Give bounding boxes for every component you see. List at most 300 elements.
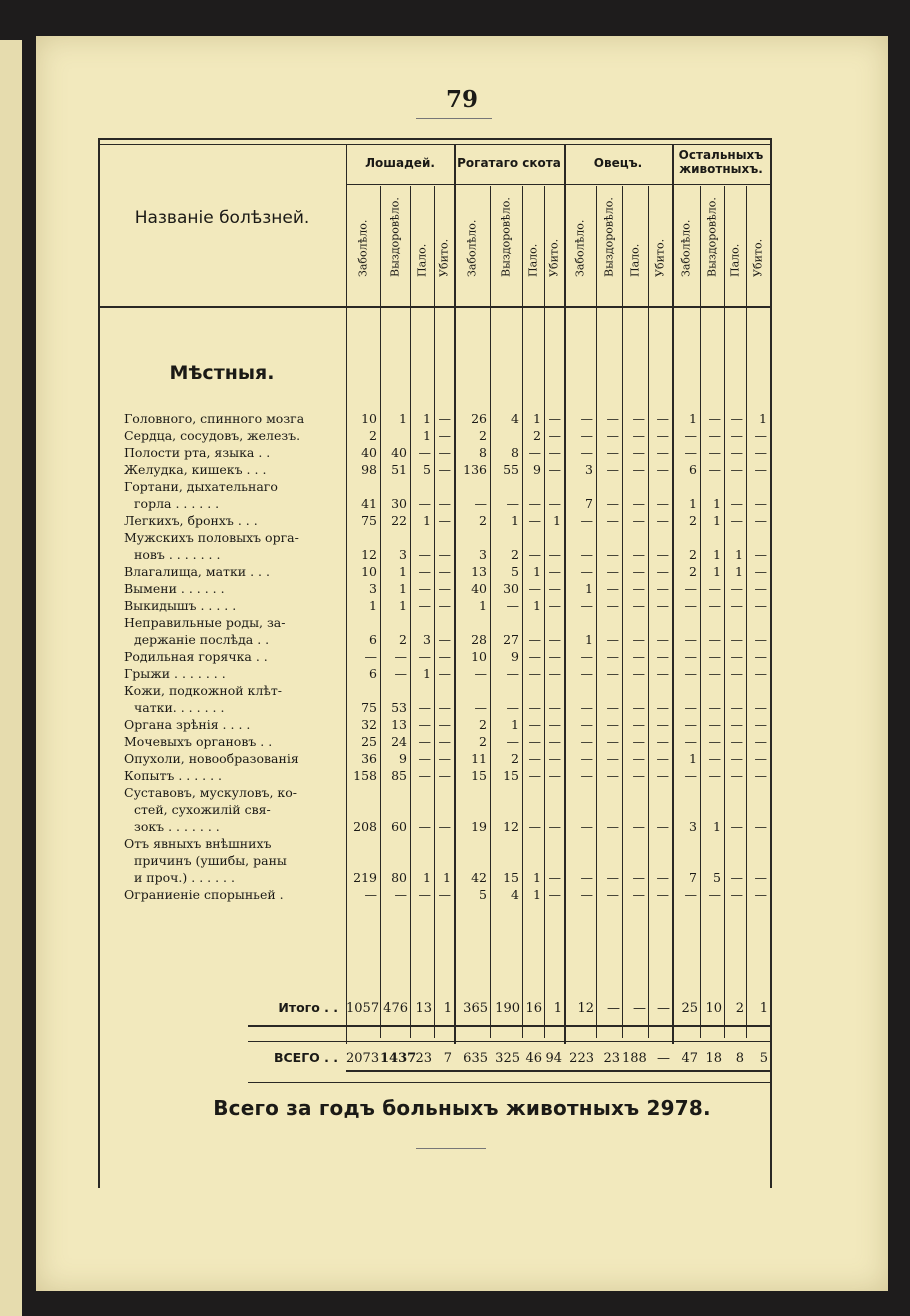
table-cell: 1 [713,496,721,511]
table-cell: 15 [503,870,519,885]
table-cell: 75 [361,700,377,715]
table-cell: 25 [361,734,377,749]
disease-name [124,648,344,665]
table-cell: — [656,887,669,902]
table-cell: — [528,768,541,783]
disease-name-line: Сердца, сосудовъ, железъ. [124,428,301,443]
table-cell: 28 [471,632,487,647]
table-cell: — [506,496,519,511]
table-cell: — [418,564,431,579]
sub-header-label: Заболѣло. [465,219,479,277]
table-cell: — [754,581,767,596]
table-row [98,427,778,444]
disease-name [124,682,344,716]
disease-name-line: Мужскихъ половыхъ орга- [124,530,299,545]
table-cell: — [708,887,721,902]
sub-header [454,190,490,290]
row-rule [98,144,770,145]
table-cell: — [606,649,619,664]
table-cell: — [394,649,407,664]
table-cell: 24 [391,734,407,749]
table-cell: 2 [479,717,487,732]
table-cell: — [580,887,593,902]
itogo-cell: 365 [463,1001,488,1016]
table-cell: — [606,496,619,511]
table-cell: 1 [423,513,431,528]
table-cell: 136 [463,462,487,477]
table-cell: — [730,717,743,732]
table-cell: 219 [353,870,377,885]
table-cell: — [580,700,593,715]
sub-header-label: Убито. [751,238,765,277]
table-cell: — [632,547,645,562]
table-cell: 22 [391,513,407,528]
table-cell: 80 [391,870,407,885]
table-cell: — [580,717,593,732]
table-cell: — [632,632,645,647]
table-cell: 41 [361,496,377,511]
table-cell: 15 [503,768,519,783]
itogo-cell: 2 [735,1001,744,1016]
table-cell: 1 [399,581,407,596]
table-cell: — [418,734,431,749]
table-cell: 6 [369,666,377,681]
table-cell: — [730,700,743,715]
vsego-row [98,1050,778,1070]
table-cell: — [438,581,451,596]
table-cell: — [606,666,619,681]
table-cell: — [684,717,697,732]
table-cell: 27 [503,632,519,647]
table-cell: 2 [689,513,697,528]
itogo-cell: 10 [705,1001,722,1016]
table-cell: — [708,632,721,647]
disease-name [124,580,344,597]
table-cell: — [528,700,541,715]
table-cell: — [528,649,541,664]
table-cell: — [438,666,451,681]
table-cell: — [418,581,431,596]
page-number: 79 [445,86,478,113]
table-cell: 3 [423,632,431,647]
table-cell: — [632,462,645,477]
table-cell: — [606,598,619,613]
table-cell: — [474,666,487,681]
itogo-cell: 13 [415,1001,432,1016]
table-cell: — [548,411,561,426]
vsego-cell: 2073 [346,1051,380,1066]
disease-name [124,461,344,478]
disease-name-line: Опухоли, новообразованія [124,751,299,766]
table-cell: 2 [511,751,519,766]
row-rule [248,1082,770,1083]
table-cell: — [730,581,743,596]
group-header-4: Остальныхъ животныхъ. [678,148,764,176]
disease-name-line: Суставовъ, мускуловъ, ко- [124,785,297,800]
table-cell: — [528,734,541,749]
table-cell: — [684,666,697,681]
table-cell: 1 [713,564,721,579]
table-cell: 5 [479,887,487,902]
table-cell: 3 [689,819,697,834]
disease-name [124,512,344,529]
disease-name-line: новъ . . . . . . . [134,547,221,562]
table-cell: 2 [369,428,377,443]
table-cell: — [730,649,743,664]
table-cell: — [606,411,619,426]
table-cell: — [656,751,669,766]
table-cell: — [632,768,645,783]
sub-header-label: Заболѣло. [573,219,587,277]
table-cell: 4 [511,887,519,902]
disease-name-line: Гортани, дыхательнаго [124,479,278,494]
table-cell: 1 [735,564,743,579]
table-cell: 1 [735,547,743,562]
table-row [98,512,778,529]
table-cell: — [438,411,451,426]
vsego-cell: 23 [603,1051,620,1066]
table-cell: — [632,411,645,426]
disease-name [124,733,344,750]
table-cell: — [656,734,669,749]
disease-name [124,444,344,461]
table-cell: — [708,717,721,732]
table-cell: 32 [361,717,377,732]
disease-name [124,716,344,733]
table-cell: — [438,496,451,511]
table-row [98,682,778,716]
vsego-cell: 635 [463,1051,488,1066]
disease-name [124,427,344,444]
table-cell: — [708,751,721,766]
sub-header [434,190,454,290]
table-cell: — [656,700,669,715]
table-cell: — [418,751,431,766]
table-cell: — [754,819,767,834]
itogo-cell: 1 [553,1001,562,1016]
table-cell: — [632,870,645,885]
sub-header [490,190,522,290]
table-cell: 10 [361,411,377,426]
table-cell: — [730,445,743,460]
table-cell: — [656,428,669,443]
sub-header-label: Выздоровѣло. [602,197,616,277]
table-row [98,580,778,597]
itogo-cell: 1 [443,1001,452,1016]
sub-header [380,190,410,290]
table-cell: 4 [511,411,519,426]
table-cell: — [632,666,645,681]
table-cell: — [548,717,561,732]
table-cell: — [548,598,561,613]
table-cell: — [528,547,541,562]
table-cell: 40 [471,581,487,596]
table-cell: — [754,462,767,477]
table-cell: — [730,462,743,477]
table-row [98,767,778,784]
table-cell: — [684,649,697,664]
table-cell: — [684,445,697,460]
table-cell: 2 [689,547,697,562]
disease-name [124,563,344,580]
table-cell: — [606,428,619,443]
table-cell: 1 [533,870,541,885]
disease-name-line: Грыжи . . . . . . . [124,666,226,681]
table-cell: 2 [479,428,487,443]
table-cell: — [580,598,593,613]
disease-name-line: Желудка, кишекъ . . . [124,462,267,477]
table-cell: 8 [511,445,519,460]
table-cell: 55 [503,462,519,477]
disease-name-line: причинъ (ушибы, раны [134,853,287,868]
table-cell: 12 [503,819,519,834]
table-cell: — [656,547,669,562]
table-cell: — [606,751,619,766]
table-cell: 75 [361,513,377,528]
sub-header-label: Заболѣло. [356,219,370,277]
itogo-cell: — [607,1001,620,1016]
table-cell: 85 [391,768,407,783]
table-cell: 9 [399,751,407,766]
table-cell: — [656,581,669,596]
table-row [98,529,778,563]
group-header-3: Овецъ. [593,156,643,170]
table-cell: — [656,411,669,426]
disease-name [124,835,344,886]
table-cell: 30 [391,496,407,511]
vsego-cell: 23 [415,1051,432,1066]
disease-name-line: стей, сухожилій свя- [134,802,271,817]
table-cell: — [632,428,645,443]
table-cell: — [754,887,767,902]
table-cell: 1 [423,666,431,681]
table-cell: — [580,513,593,528]
row-rule [98,138,770,140]
table-cell: — [632,751,645,766]
table-cell: 12 [361,547,377,562]
table-cell: — [418,768,431,783]
table-cell: — [548,547,561,562]
table-cell: — [754,751,767,766]
vsego-cell: 223 [569,1051,594,1066]
table-row [98,597,778,614]
disease-name [124,767,344,784]
table-cell: — [548,462,561,477]
table-cell: — [474,700,487,715]
table-row [98,886,778,903]
table-row [98,478,778,512]
sub-header-label: Пало. [526,243,540,277]
row-rule [346,1070,770,1072]
table-cell: — [548,649,561,664]
table-cell: — [606,734,619,749]
table-cell: — [632,734,645,749]
table-cell: — [730,598,743,613]
table-cell: — [632,717,645,732]
table-cell: — [684,632,697,647]
disease-name-line: горла . . . . . . [134,496,220,511]
table-cell: 36 [361,751,377,766]
table-cell: — [506,734,519,749]
table-cell: 1 [713,819,721,834]
table-cell: — [418,717,431,732]
table-cell: — [730,870,743,885]
vsego-label: ВСЕГО . . [273,1050,338,1065]
table-cell: — [528,666,541,681]
table-cell: — [708,700,721,715]
table-row [98,410,778,427]
table-cell: — [438,598,451,613]
table-cell: — [656,666,669,681]
table-cell: — [548,734,561,749]
itogo-cell: 16 [525,1001,542,1016]
table-cell: — [394,887,407,902]
table-row [98,750,778,767]
table-cell: — [606,717,619,732]
total-annual-footer: Всего за годъ больныхъ животныхъ 2978. [213,1096,711,1120]
table-cell: — [364,887,377,902]
table-cell: 1 [585,632,593,647]
disease-name-line: и проч.) . . . . . . [134,870,235,885]
table-cell: — [418,547,431,562]
table-cell: 1 [689,751,697,766]
table-cell: — [708,649,721,664]
table-cell: — [548,819,561,834]
table-cell: 1 [479,598,487,613]
table-cell: — [730,632,743,647]
table-cell: 2 [479,513,487,528]
sub-header [346,190,380,290]
table-cell: — [364,649,377,664]
table-cell: — [528,581,541,596]
table-cell: 1 [553,513,561,528]
table-cell: — [708,428,721,443]
table-cell: — [730,734,743,749]
table-cell: 13 [471,564,487,579]
table-cell: — [438,734,451,749]
table-cell: — [656,496,669,511]
end-rule [416,1148,486,1149]
table-cell: — [656,632,669,647]
itogo-cell: — [657,1001,670,1016]
itogo-cell: 25 [681,1001,698,1016]
table-cell: — [606,819,619,834]
table-cell: — [656,445,669,460]
table-cell: 9 [533,462,541,477]
table-cell: 1 [399,564,407,579]
disease-name-line: зокъ . . . . . . . [134,819,220,834]
table-cell: 5 [511,564,519,579]
table-cell: 53 [391,700,407,715]
table-cell: — [730,666,743,681]
table-row [98,784,778,835]
table-row [98,733,778,750]
table-cell: 42 [471,870,487,885]
table-cell: 1 [533,598,541,613]
sub-header-label: Пало. [415,243,429,277]
table-cell: — [754,513,767,528]
table-cell: — [548,445,561,460]
disease-name [124,665,344,682]
disease-name [124,784,344,835]
table-cell: — [548,666,561,681]
table-cell: 3 [369,581,377,596]
itogo-cell: — [633,1001,646,1016]
itogo-label: Итого . . [278,1000,338,1015]
table-cell: — [418,649,431,664]
table-cell: 98 [361,462,377,477]
disease-name-line: Влагалища, матки . . . [124,564,270,579]
table-cell: 158 [353,768,377,783]
table-cell: 5 [713,870,721,885]
table-cell: — [580,564,593,579]
table-cell: — [580,649,593,664]
table-cell: — [632,445,645,460]
disease-name-line: Полости рта, языка . . [124,445,271,460]
vsego-cell: 94 [545,1051,562,1066]
table-cell: — [730,513,743,528]
table-cell: — [418,445,431,460]
table-cell: — [580,751,593,766]
sub-header [648,190,672,290]
sub-header-label: Выздоровѣло. [499,197,513,277]
table-cell: 1 [713,513,721,528]
table-cell: — [438,513,451,528]
table-cell: — [606,547,619,562]
table-row [98,461,778,478]
table-cell: — [754,598,767,613]
table-cell: 15 [471,768,487,783]
sub-header-label: Пало. [628,243,642,277]
table-cell: — [580,428,593,443]
table-cell: 1 [423,428,431,443]
table-cell: — [548,564,561,579]
table-cell: 1 [585,581,593,596]
table-cell: — [438,462,451,477]
table-cell: — [754,717,767,732]
table-cell: — [418,819,431,834]
table-cell: — [754,649,767,664]
table-cell: — [438,547,451,562]
table-cell: — [708,411,721,426]
row-rule [346,184,770,185]
table-cell: — [438,887,451,902]
disease-name [124,886,344,903]
table-cell: — [656,513,669,528]
sub-header-label: Выздоровѣло. [388,197,402,277]
vsego-cell: — [657,1051,670,1066]
table-row [98,665,778,682]
itogo-cell: 12 [577,1001,594,1016]
table-cell: — [656,462,669,477]
table-cell: — [606,870,619,885]
table-cell: — [438,751,451,766]
table-cell: — [580,666,593,681]
disease-name [124,529,344,563]
table-cell: 3 [585,462,593,477]
sub-header [672,190,700,290]
table-cell: 1 [533,887,541,902]
sub-header [564,190,596,290]
table-cell: 1 [759,411,767,426]
table-cell: 1 [689,496,697,511]
table-cell: — [580,768,593,783]
group-header-1: Лошадей. [365,156,435,170]
table-cell: — [632,496,645,511]
disease-name-line: держаніе послѣда . . [134,632,270,647]
table-cell: — [528,819,541,834]
table-cell: — [656,870,669,885]
